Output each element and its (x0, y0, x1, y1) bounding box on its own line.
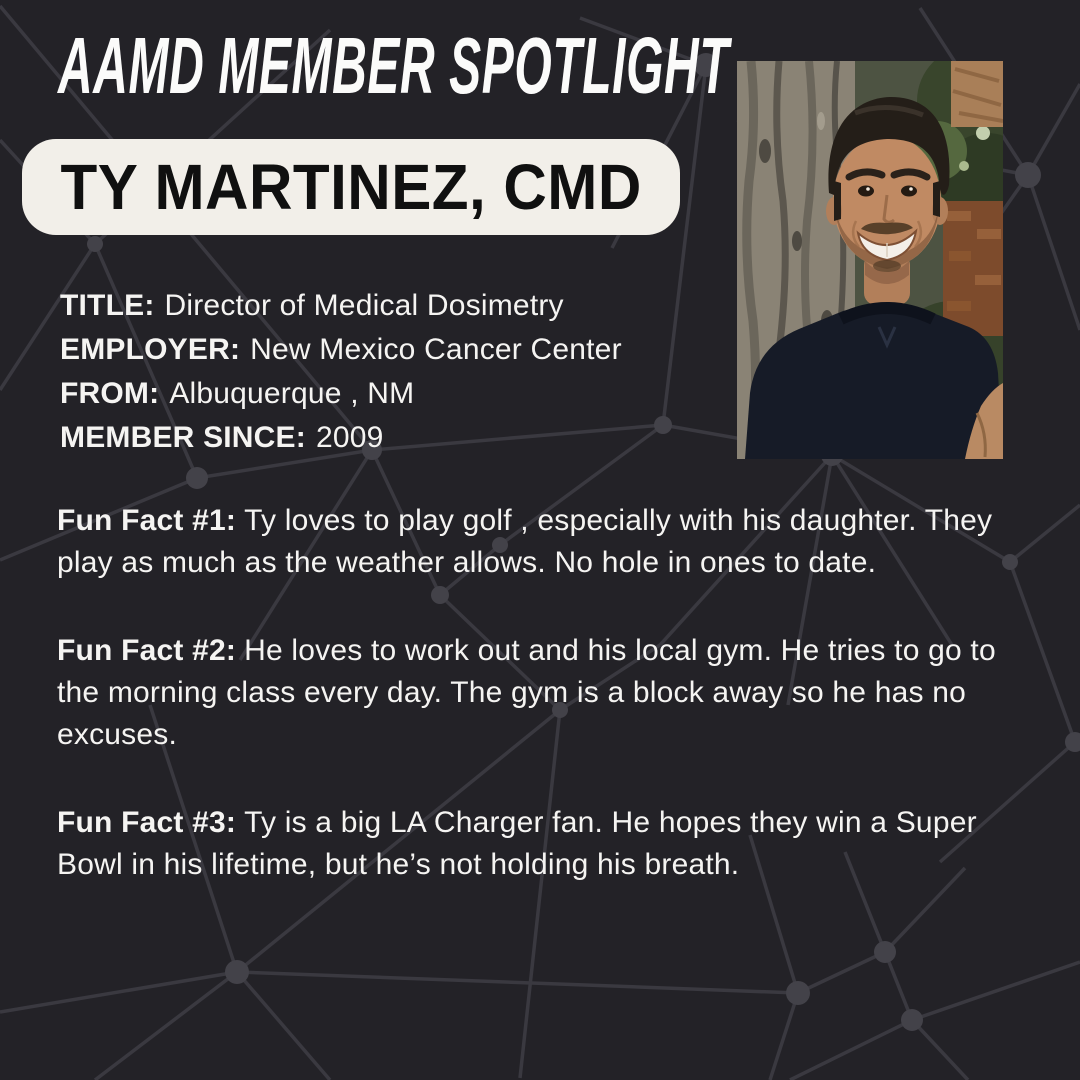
fun-fact-2 (57, 630, 1042, 756)
info-value-from: Albuquerque , NM (169, 377, 415, 410)
info-label-title: TITLE: (60, 289, 155, 322)
fun-facts (57, 500, 1042, 932)
fun-fact-2-text: He loves to work out and his local gym. He tries to go to the morning class every day. The gym is a block away so he has no excuses. (57, 634, 996, 751)
member-name: TY MARTINEZ, CMD (60, 151, 642, 223)
info-label-employer: EMPLOYER: (60, 333, 241, 366)
info-value-employer: New Mexico Cancer Center (250, 333, 622, 366)
member-photo (737, 61, 1003, 459)
fun-fact-3 (57, 802, 1042, 886)
fun-fact-3-label: Fun Fact #3: (57, 806, 237, 839)
fun-fact-1 (57, 500, 1042, 584)
info-value-title: Director of Medical Dosimetry (164, 289, 564, 322)
fun-fact-2-label: Fun Fact #2: (57, 634, 237, 667)
member-info (60, 284, 622, 460)
fun-fact-1-text: Ty loves to play golf , especially with his daughter. They play as much as the weather allows. No hole in ones to date. (57, 504, 993, 579)
page-title-text: AAMD MEMBER SPOTLIGHT (58, 21, 730, 110)
info-row-member-since (60, 416, 622, 460)
fun-fact-1-label: Fun Fact #1: (57, 504, 237, 537)
name-pill (22, 139, 680, 235)
info-row-employer (60, 328, 622, 372)
info-value-member-since: 2009 (315, 421, 384, 454)
info-label-from: FROM: (60, 377, 160, 410)
fun-fact-3-text: Ty is a big LA Charger fan. He hopes they win a Super Bowl in his lifetime, but he’s not holding his breath. (57, 806, 977, 881)
info-row-title (60, 284, 622, 328)
info-label-member-since: MEMBER SINCE: (60, 421, 306, 454)
info-row-from (60, 372, 622, 416)
